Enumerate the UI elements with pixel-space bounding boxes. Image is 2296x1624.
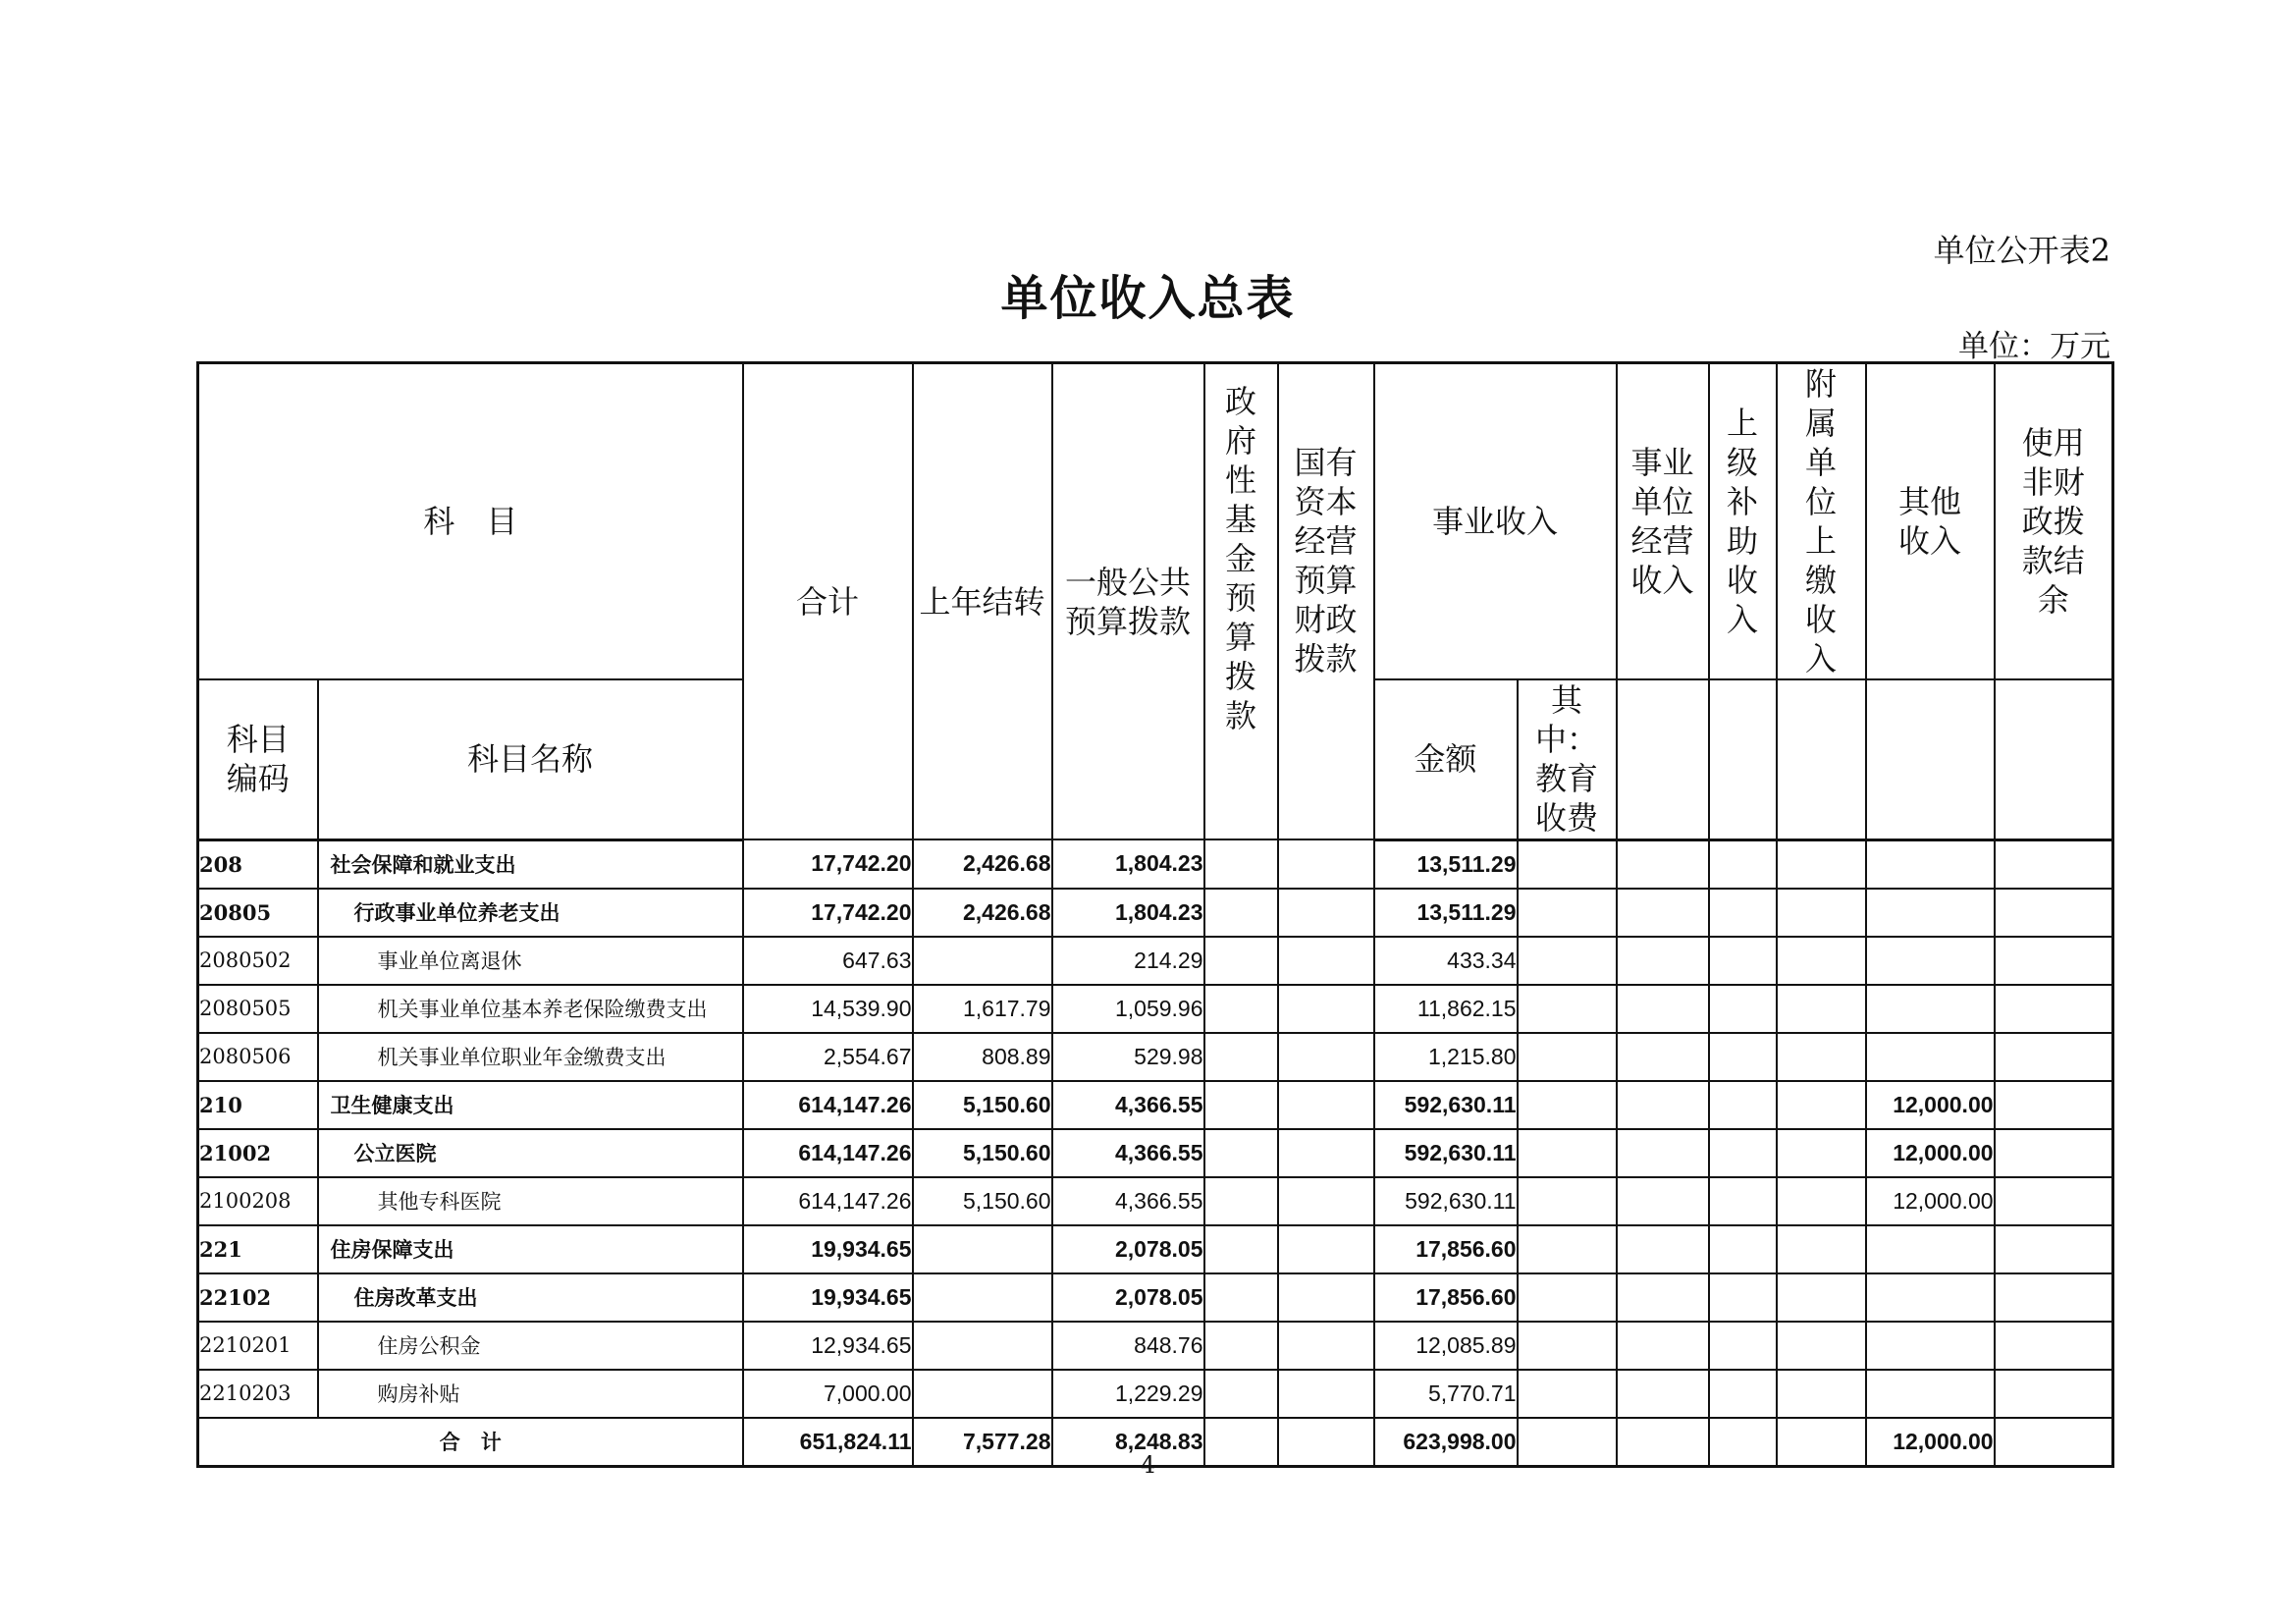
table-row (198, 985, 2113, 1033)
empty-cell (1204, 1129, 1278, 1177)
row-name: 机关事业单位职业年金缴费支出 (318, 1033, 743, 1081)
empty-cell (1777, 985, 1866, 1033)
empty-cell (1709, 1370, 1777, 1418)
empty-cell (1518, 985, 1617, 1033)
empty-cell (1777, 1225, 1866, 1273)
empty-cell (1278, 985, 1374, 1033)
empty-cell (1995, 985, 2113, 1033)
empty-cell (1777, 1370, 1866, 1418)
header-blank (1777, 679, 1866, 839)
header-subject-code: 科目编码 (198, 679, 318, 839)
empty-cell (1995, 937, 2113, 985)
empty-cell (1204, 1033, 1278, 1081)
empty-cell (1204, 1322, 1278, 1370)
row-business-amount: 11,862.15 (1374, 985, 1518, 1033)
empty-cell (1709, 1033, 1777, 1081)
empty-cell (1278, 1322, 1374, 1370)
totals-other: 12,000.00 (1866, 1418, 1995, 1467)
empty-cell (1995, 1322, 2113, 1370)
empty-cell (1617, 1322, 1709, 1370)
row-name: 住房保障支出 (318, 1225, 743, 1273)
header-amount: 金额 (1374, 679, 1518, 839)
empty-cell (1995, 1225, 2113, 1273)
empty-cell (1204, 1081, 1278, 1129)
empty-cell (1995, 1370, 2113, 1418)
empty-cell (1278, 1177, 1374, 1225)
row-name: 购房补贴 (318, 1370, 743, 1418)
empty-cell (1518, 1322, 1617, 1370)
empty-cell (1278, 1081, 1374, 1129)
header-affiliate-income: 附属单位上缴收入 (1777, 363, 1866, 680)
row-code: 2080506 (198, 1033, 318, 1081)
row-total: 12,934.65 (743, 1322, 913, 1370)
row-general: 4,366.55 (1052, 1081, 1204, 1129)
empty-cell (1777, 1081, 1866, 1129)
empty-cell (1995, 1081, 2113, 1129)
row-code: 208 (198, 839, 318, 889)
table-row (198, 1273, 2113, 1322)
row-total: 19,934.65 (743, 1273, 913, 1322)
row-carryover: 5,150.60 (913, 1081, 1052, 1129)
empty-cell (1777, 1177, 1866, 1225)
empty-cell (1278, 889, 1374, 937)
row-total: 614,147.26 (743, 1177, 913, 1225)
row-code: 2080505 (198, 985, 318, 1033)
empty-cell (1709, 937, 1777, 985)
empty-cell (1518, 1033, 1617, 1081)
header-gov-fund: 政 府 性 基 金 预 算 拨 款 (1204, 363, 1278, 840)
table-row (198, 1129, 2113, 1177)
row-general: 1,804.23 (1052, 889, 1204, 937)
empty-cell (1518, 1081, 1617, 1129)
row-other-income (1866, 889, 1995, 937)
table-row (198, 1225, 2113, 1273)
empty-cell (1518, 889, 1617, 937)
empty-cell (1777, 937, 1866, 985)
row-business-amount: 1,215.80 (1374, 1033, 1518, 1081)
row-other-income (1866, 839, 1995, 889)
empty-cell (1777, 1322, 1866, 1370)
page-title: 单位收入总表 (1000, 271, 1296, 326)
empty-cell (1617, 839, 1709, 889)
row-code: 2080502 (198, 937, 318, 985)
empty-cell (1617, 1370, 1709, 1418)
row-other-income (1866, 1370, 1995, 1418)
empty-cell (1518, 1370, 1617, 1418)
empty-cell (1518, 937, 1617, 985)
empty-cell (1518, 1177, 1617, 1225)
row-total: 14,539.90 (743, 985, 913, 1033)
empty-cell (1995, 839, 2113, 889)
header-education-fee: 其 中： 教育 收费 (1518, 679, 1617, 839)
empty-cell (1777, 839, 1866, 889)
empty-cell (1617, 889, 1709, 937)
row-total: 17,742.20 (743, 889, 913, 937)
row-carryover: 5,150.60 (913, 1177, 1052, 1225)
empty-cell (1278, 839, 1374, 889)
empty-cell (1518, 1129, 1617, 1177)
row-total: 647.63 (743, 937, 913, 985)
row-total: 17,742.20 (743, 839, 913, 889)
empty-cell (1617, 1273, 1709, 1322)
row-general: 4,366.55 (1052, 1129, 1204, 1177)
empty-cell (1777, 1129, 1866, 1177)
row-name: 住房公积金 (318, 1322, 743, 1370)
table-row (198, 839, 2113, 889)
row-business-amount: 592,630.11 (1374, 1129, 1518, 1177)
empty-cell (1777, 1033, 1866, 1081)
income-summary-table (196, 361, 2114, 1468)
empty-cell (1278, 1225, 1374, 1273)
empty-cell (1204, 1273, 1278, 1322)
empty-cell (1709, 1081, 1777, 1129)
row-total: 19,934.65 (743, 1225, 913, 1273)
row-code: 20805 (198, 889, 318, 937)
row-general: 1,229.29 (1052, 1370, 1204, 1418)
empty-cell (1709, 1225, 1777, 1273)
row-carryover (913, 1322, 1052, 1370)
empty-cell (1204, 1177, 1278, 1225)
empty-cell (1204, 839, 1278, 889)
empty-cell (1709, 889, 1777, 937)
empty-cell (1278, 1273, 1374, 1322)
row-carryover: 808.89 (913, 1033, 1052, 1081)
row-total: 614,147.26 (743, 1081, 913, 1129)
empty-cell (1617, 1081, 1709, 1129)
row-business-amount: 5,770.71 (1374, 1370, 1518, 1418)
header-other-income: 其他收入 (1866, 363, 1995, 680)
row-other-income: 12,000.00 (1866, 1081, 1995, 1129)
row-name: 其他专科医院 (318, 1177, 743, 1225)
row-general: 1,059.96 (1052, 985, 1204, 1033)
totals-label: 合 计 (198, 1418, 743, 1467)
empty-cell (1204, 985, 1278, 1033)
row-business-amount: 433.34 (1374, 937, 1518, 985)
empty-cell (1278, 1033, 1374, 1081)
row-name: 公立医院 (318, 1129, 743, 1177)
empty-cell (1278, 1129, 1374, 1177)
header-total: 合计 (743, 363, 913, 840)
empty-cell (1617, 1177, 1709, 1225)
row-code: 21002 (198, 1129, 318, 1177)
empty-cell (1617, 937, 1709, 985)
header-subject: 科 目 (198, 363, 743, 680)
row-total: 614,147.26 (743, 1129, 913, 1177)
row-total: 2,554.67 (743, 1033, 913, 1081)
row-carryover (913, 1225, 1052, 1273)
table-row (198, 937, 2113, 985)
row-name: 事业单位离退休 (318, 937, 743, 985)
row-code: 221 (198, 1225, 318, 1273)
header-blank (1995, 679, 2113, 839)
row-general: 1,804.23 (1052, 839, 1204, 889)
empty-cell (1204, 937, 1278, 985)
row-business-amount: 592,630.11 (1374, 1081, 1518, 1129)
header-operating-income: 事业单位经营收入 (1617, 363, 1709, 680)
row-name: 社会保障和就业支出 (318, 839, 743, 889)
empty-cell (1995, 1177, 2113, 1225)
row-other-income (1866, 1273, 1995, 1322)
row-code: 2210203 (198, 1370, 318, 1418)
totals-carryover: 7,577.28 (913, 1418, 1052, 1467)
row-business-amount: 13,511.29 (1374, 839, 1518, 889)
empty-cell (1995, 1129, 2113, 1177)
row-business-amount: 17,856.60 (1374, 1225, 1518, 1273)
empty-cell (1204, 1225, 1278, 1273)
row-code: 2210201 (198, 1322, 318, 1370)
row-business-amount: 592,630.11 (1374, 1177, 1518, 1225)
page-number: 4 (1140, 1451, 1156, 1479)
empty-cell (1204, 1370, 1278, 1418)
row-other-income (1866, 1322, 1995, 1370)
row-name: 行政事业单位养老支出 (318, 889, 743, 937)
empty-cell (1518, 1225, 1617, 1273)
row-code: 2100208 (198, 1177, 318, 1225)
row-other-income (1866, 1225, 1995, 1273)
empty-cell (1995, 1033, 2113, 1081)
row-carryover (913, 937, 1052, 985)
header-business-income: 事业收入 (1374, 363, 1617, 680)
table-row (198, 1033, 2113, 1081)
empty-cell (1617, 1129, 1709, 1177)
empty-cell (1709, 839, 1777, 889)
row-carryover (913, 1370, 1052, 1418)
row-carryover: 1,617.79 (913, 985, 1052, 1033)
totals-amount: 623,998.00 (1374, 1418, 1518, 1467)
row-other-income: 12,000.00 (1866, 1177, 1995, 1225)
empty-cell (1518, 1273, 1617, 1322)
empty-cell (1709, 985, 1777, 1033)
row-carryover: 2,426.68 (913, 839, 1052, 889)
row-other-income: 12,000.00 (1866, 1129, 1995, 1177)
totals-total: 651,824.11 (743, 1418, 913, 1467)
empty-cell (1995, 1273, 2113, 1322)
empty-cell (1204, 889, 1278, 937)
row-other-income (1866, 1033, 1995, 1081)
header-blank (1617, 679, 1709, 839)
header-superior-subsidy: 上 级 补 助 收 入 (1709, 363, 1777, 680)
empty-cell (1617, 1033, 1709, 1081)
header-blank (1866, 679, 1995, 839)
row-general: 214.29 (1052, 937, 1204, 985)
row-code: 210 (198, 1081, 318, 1129)
row-other-income (1866, 985, 1995, 1033)
table-row (198, 889, 2113, 937)
header-nonfiscal-balance: 使用非财政拨款结余 (1995, 363, 2113, 680)
row-general: 529.98 (1052, 1033, 1204, 1081)
header-blank (1709, 679, 1777, 839)
row-business-amount: 17,856.60 (1374, 1273, 1518, 1322)
empty-cell (1617, 985, 1709, 1033)
header-carryover: 上年结转 (913, 363, 1052, 840)
empty-cell (1518, 839, 1617, 889)
empty-cell (1995, 889, 2113, 937)
row-general: 2,078.05 (1052, 1225, 1204, 1273)
row-name: 住房改革支出 (318, 1273, 743, 1322)
table-row (198, 1081, 2113, 1129)
empty-cell (1709, 1129, 1777, 1177)
row-carryover (913, 1273, 1052, 1322)
row-business-amount: 12,085.89 (1374, 1322, 1518, 1370)
table-row (198, 1177, 2113, 1225)
row-general: 848.76 (1052, 1322, 1204, 1370)
totals-general: 8,248.83 (1052, 1418, 1204, 1467)
header-general-budget: 一般公共预算拨款 (1052, 363, 1204, 840)
table-row (198, 1322, 2113, 1370)
form-id: 单位公开表2 (1933, 232, 2110, 269)
row-general: 2,078.05 (1052, 1273, 1204, 1322)
row-code: 22102 (198, 1273, 318, 1322)
empty-cell (1278, 937, 1374, 985)
empty-cell (1777, 1273, 1866, 1322)
header-subject-name: 科目名称 (318, 679, 743, 839)
row-business-amount: 13,511.29 (1374, 889, 1518, 937)
empty-cell (1709, 1273, 1777, 1322)
empty-cell (1709, 1322, 1777, 1370)
row-name: 机关事业单位基本养老保险缴费支出 (318, 985, 743, 1033)
empty-cell (1709, 1177, 1777, 1225)
empty-cell (1777, 889, 1866, 937)
unit-label: 单位：万元 (1958, 329, 2110, 364)
empty-cell (1278, 1370, 1374, 1418)
header-state-capital: 国有资本经营预算财政拨款 (1278, 363, 1374, 840)
row-other-income (1866, 937, 1995, 985)
row-total: 7,000.00 (743, 1370, 913, 1418)
empty-cell (1617, 1225, 1709, 1273)
row-carryover: 5,150.60 (913, 1129, 1052, 1177)
row-general: 4,366.55 (1052, 1177, 1204, 1225)
table-row (198, 1370, 2113, 1418)
row-name: 卫生健康支出 (318, 1081, 743, 1129)
row-carryover: 2,426.68 (913, 889, 1052, 937)
